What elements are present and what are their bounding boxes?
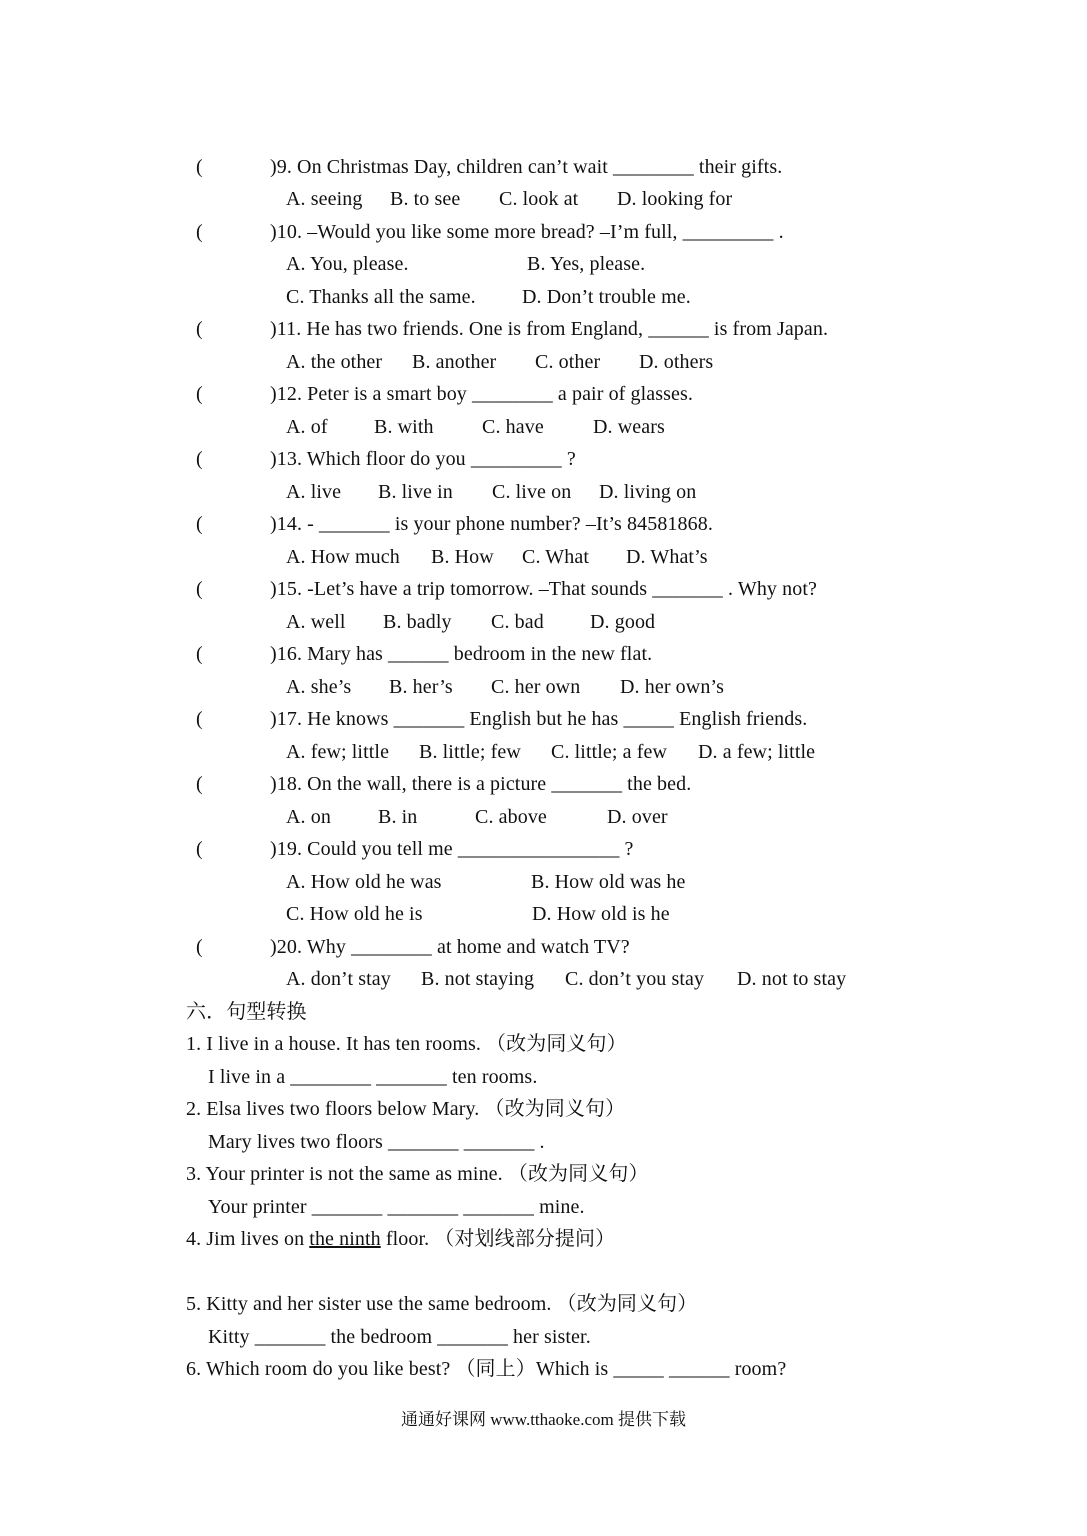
option-a: A. few; little	[286, 741, 390, 763]
answer-paren: (	[196, 513, 203, 535]
question-text: )9. On Christmas Day, children can’t wait ________ their gifts.	[270, 156, 783, 178]
option-b: B. in	[378, 806, 418, 828]
question-text: )20. Why ________ at home and watch TV?	[270, 936, 630, 958]
option-d: D. not to stay	[737, 968, 847, 990]
transform-q4	[186, 1223, 615, 1256]
answer-paren: (	[196, 383, 203, 405]
transform-q1: 1. I live in a house. It has ten rooms. （改为同义句）	[186, 1033, 627, 1055]
option-a: A. You, please.	[286, 253, 409, 275]
q4-suffix: floor. （对划线部分提问）	[380, 1228, 616, 1250]
answer-paren: (	[196, 936, 203, 958]
option-c: C. How old he is	[286, 903, 423, 925]
answer-paren: (	[196, 708, 203, 730]
option-c: C. above	[475, 806, 547, 828]
option-b: B. badly	[383, 611, 452, 633]
option-d: D. her own’s	[620, 676, 724, 698]
transform-a2: Mary lives two floors _______ _______ .	[208, 1131, 545, 1153]
option-d: D. Don’t trouble me.	[522, 286, 691, 308]
option-a: A. How old he was	[286, 871, 442, 893]
option-c: C. her own	[491, 676, 581, 698]
answer-paren: (	[196, 156, 203, 178]
option-d: D. a few; little	[698, 741, 816, 763]
option-d: D. How old is he	[532, 903, 670, 925]
question-text: )15. -Let’s have a trip tomorrow. –That sounds _______ . Why not?	[270, 578, 817, 600]
transform-q6: 6. Which room do you like best? （同上）Which is _____ ______ room?	[186, 1358, 787, 1380]
question-text: )17. He knows _______ English but he has _____ English friends.	[270, 708, 808, 730]
option-a: A. seeing	[286, 188, 363, 210]
option-b: B. not staying	[421, 968, 535, 990]
option-a: A. of	[286, 416, 328, 438]
option-b: B. another	[412, 351, 497, 373]
option-d: D. others	[639, 351, 714, 373]
q4-prefix: 4. Jim lives on	[186, 1228, 310, 1250]
option-b: B. live in	[378, 481, 453, 503]
transform-a1: I live in a ________ _______ ten rooms.	[208, 1066, 538, 1088]
question-text: )13. Which floor do you _________ ?	[270, 448, 576, 470]
transform-q3: 3. Your printer is not the same as mine. （改为同义句）	[186, 1163, 649, 1185]
option-c: C. other	[535, 351, 601, 373]
transform-q2: 2. Elsa lives two floors below Mary. （改为同义句）	[186, 1098, 626, 1120]
option-b: B. with	[374, 416, 434, 438]
question-text: )11. He has two friends. One is from England, ______ is from Japan.	[270, 318, 829, 340]
option-c: C. little; a few	[551, 741, 668, 763]
question-text: )16. Mary has ______ bedroom in the new flat.	[270, 643, 653, 665]
answer-paren: (	[196, 318, 203, 340]
answer-paren: (	[196, 643, 203, 665]
option-c: C. bad	[491, 611, 544, 633]
option-d: D. over	[607, 806, 668, 828]
option-b: B. little; few	[419, 741, 521, 763]
option-d: D. What’s	[626, 546, 708, 568]
option-c: C. live on	[492, 481, 572, 503]
option-c: C. have	[482, 416, 544, 438]
option-a: A. the other	[286, 351, 383, 373]
question-text: )19. Could you tell me ________________ ?	[270, 838, 634, 860]
answer-paren: (	[196, 578, 203, 600]
option-a: A. she’s	[286, 676, 352, 698]
transform-q5: 5. Kitty and her sister use the same bedroom. （改为同义句）	[186, 1293, 698, 1315]
option-a: A. How much	[286, 546, 400, 568]
question-text: )14. - _______ is your phone number? –It’s 84581868.	[270, 513, 713, 535]
question-text: )18. On the wall, there is a picture _______ the bed.	[270, 773, 692, 795]
option-b: B. How	[431, 546, 494, 568]
answer-paren: (	[196, 221, 203, 243]
option-d: D. looking for	[617, 188, 733, 210]
option-c: C. What	[522, 546, 589, 568]
answer-paren: (	[196, 838, 203, 860]
option-c: C. Thanks all the same.	[286, 286, 476, 308]
option-a: A. live	[286, 481, 342, 503]
section-title: 六．句型转换	[186, 1001, 307, 1023]
transform-a3: Your printer _______ _______ _______ mine.	[208, 1196, 585, 1218]
option-b: B. to see	[390, 188, 461, 210]
question-text: )12. Peter is a smart boy ________ a pair of glasses.	[270, 383, 693, 405]
answer-paren: (	[196, 773, 203, 795]
option-d: D. good	[590, 611, 656, 633]
footer-source: 通通好课网 www.tthaoke.com 提供下载	[400, 1410, 687, 1429]
question-text: )10. –Would you like some more bread? –I’m full, _________ .	[270, 221, 784, 243]
option-b: B. her’s	[389, 676, 453, 698]
q4-underlined: the ninth	[309, 1228, 381, 1250]
option-d: D. wears	[593, 416, 665, 438]
answer-paren: (	[196, 448, 203, 470]
option-c: C. don’t you stay	[565, 968, 705, 990]
option-b: B. How old was he	[531, 871, 686, 893]
option-a: A. don’t stay	[286, 968, 391, 990]
transform-a5: Kitty _______ the bedroom _______ her sister.	[208, 1326, 591, 1348]
option-a: A. well	[286, 611, 346, 633]
option-d: D. living on	[599, 481, 697, 503]
option-b: B. Yes, please.	[527, 253, 646, 275]
option-a: A. on	[286, 806, 331, 828]
option-c: C. look at	[499, 188, 579, 210]
